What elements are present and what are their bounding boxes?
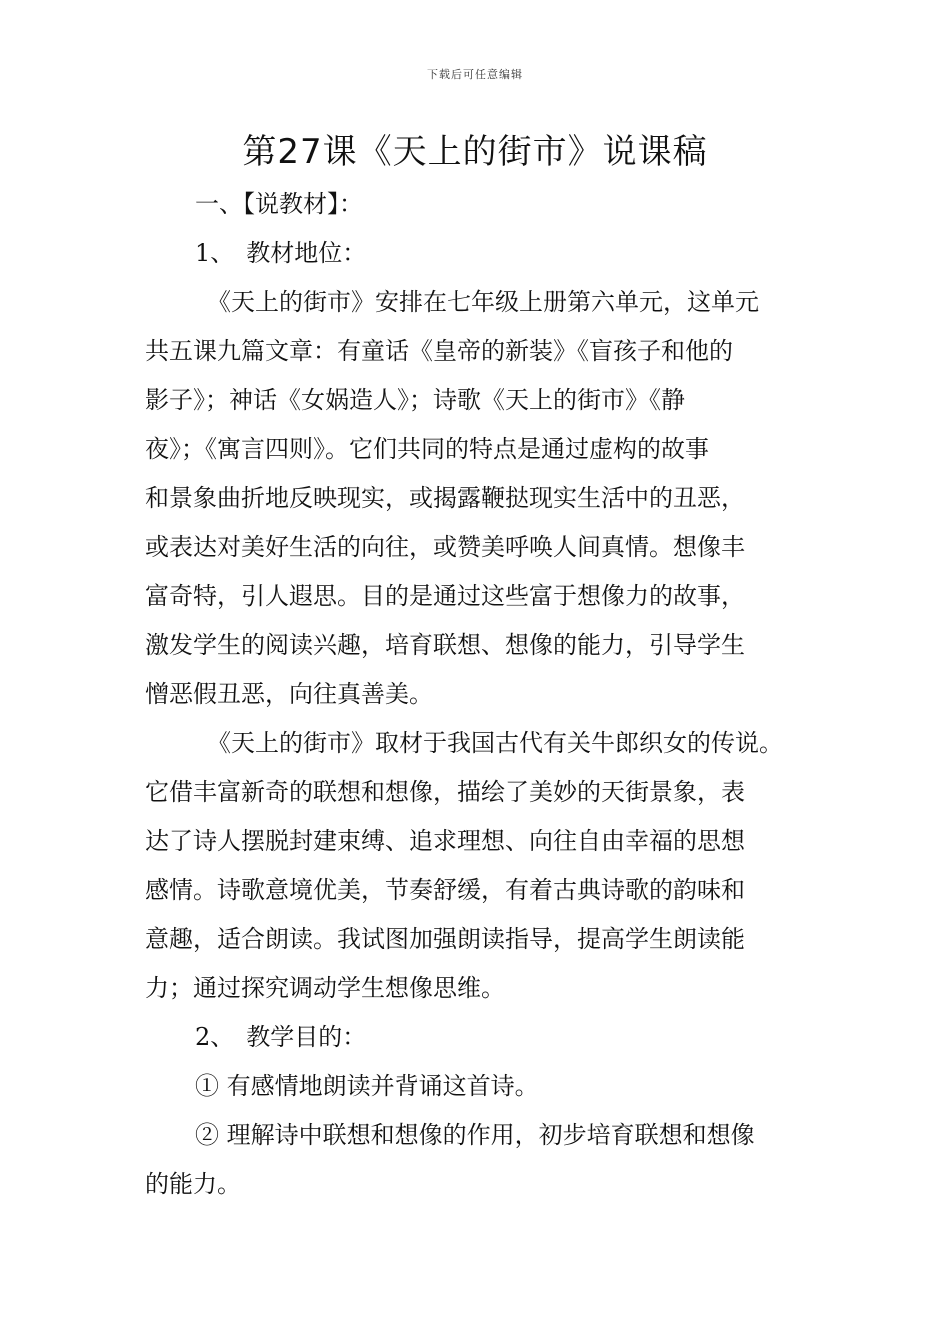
goal-item-2: ② 理解诗中联想和想像的作用，初步培育联想和想像 [195,1121,755,1149]
paragraph-line: 意趣，适合朗读。我试图加强朗读指导，提高学生朗读能 [145,925,745,953]
paragraph-line: 或表达对美好生活的向往，或赞美呼唤人间真情。想像丰 [145,533,745,561]
paragraph-line: 富奇特，引人遐思。目的是通过这些富于想像力的故事， [145,582,745,610]
document-body [145,180,813,1209]
paragraph-line: 它借丰富新奇的联想和想像，描绘了美妙的天街景象，表 [145,778,745,806]
goal-item-1: ① 有感情地朗读并背诵这首诗。 [195,1072,539,1100]
section-heading-teaching-material: 一、【说教材】： [195,190,363,218]
paragraph-line: 憎恶假丑恶，向往真善美。 [145,680,433,708]
header-note: 下载后可任意编辑 [427,68,523,81]
paragraph-line: 影子》；神话《女娲造人》；诗歌《天上的街市》《静 [145,386,685,414]
subheading-teaching-goals: 2、 教学目的： [195,1023,367,1051]
paragraph-line: 《天上的街市》安排在七年级上册第六单元，这单元 [207,288,759,316]
goal-item-2-continued: 的能力。 [145,1170,241,1198]
subheading-material-position: 1、 教材地位： [195,239,367,267]
paragraph-line: 激发学生的阅读兴趣，培育联想、想像的能力，引导学生 [145,631,745,659]
paragraph-line: 感情。诗歌意境优美，节奏舒缓，有着古典诗歌的韵味和 [145,876,745,904]
paragraph-line: 夜》；《寓言四则》。它们共同的特点是通过虚构的故事 [145,435,709,463]
paragraph-line: 共五课九篇文章：有童话《皇帝的新装》《盲孩子和他的 [145,337,733,365]
paragraph-line: 和景象曲折地反映现实，或揭露鞭挞现实生活中的丑恶， [145,484,745,512]
paragraph-line: 达了诗人摆脱封建束缚、追求理想、向往自由幸福的思想 [145,827,745,855]
paragraph-line: 力；通过探究调动学生想像思维。 [145,974,505,1002]
page-title: 第27课《天上的街市》说课稿 [242,132,708,172]
paragraph-line: 《天上的街市》取材于我国古代有关牛郎织女的传说。 [207,729,783,757]
